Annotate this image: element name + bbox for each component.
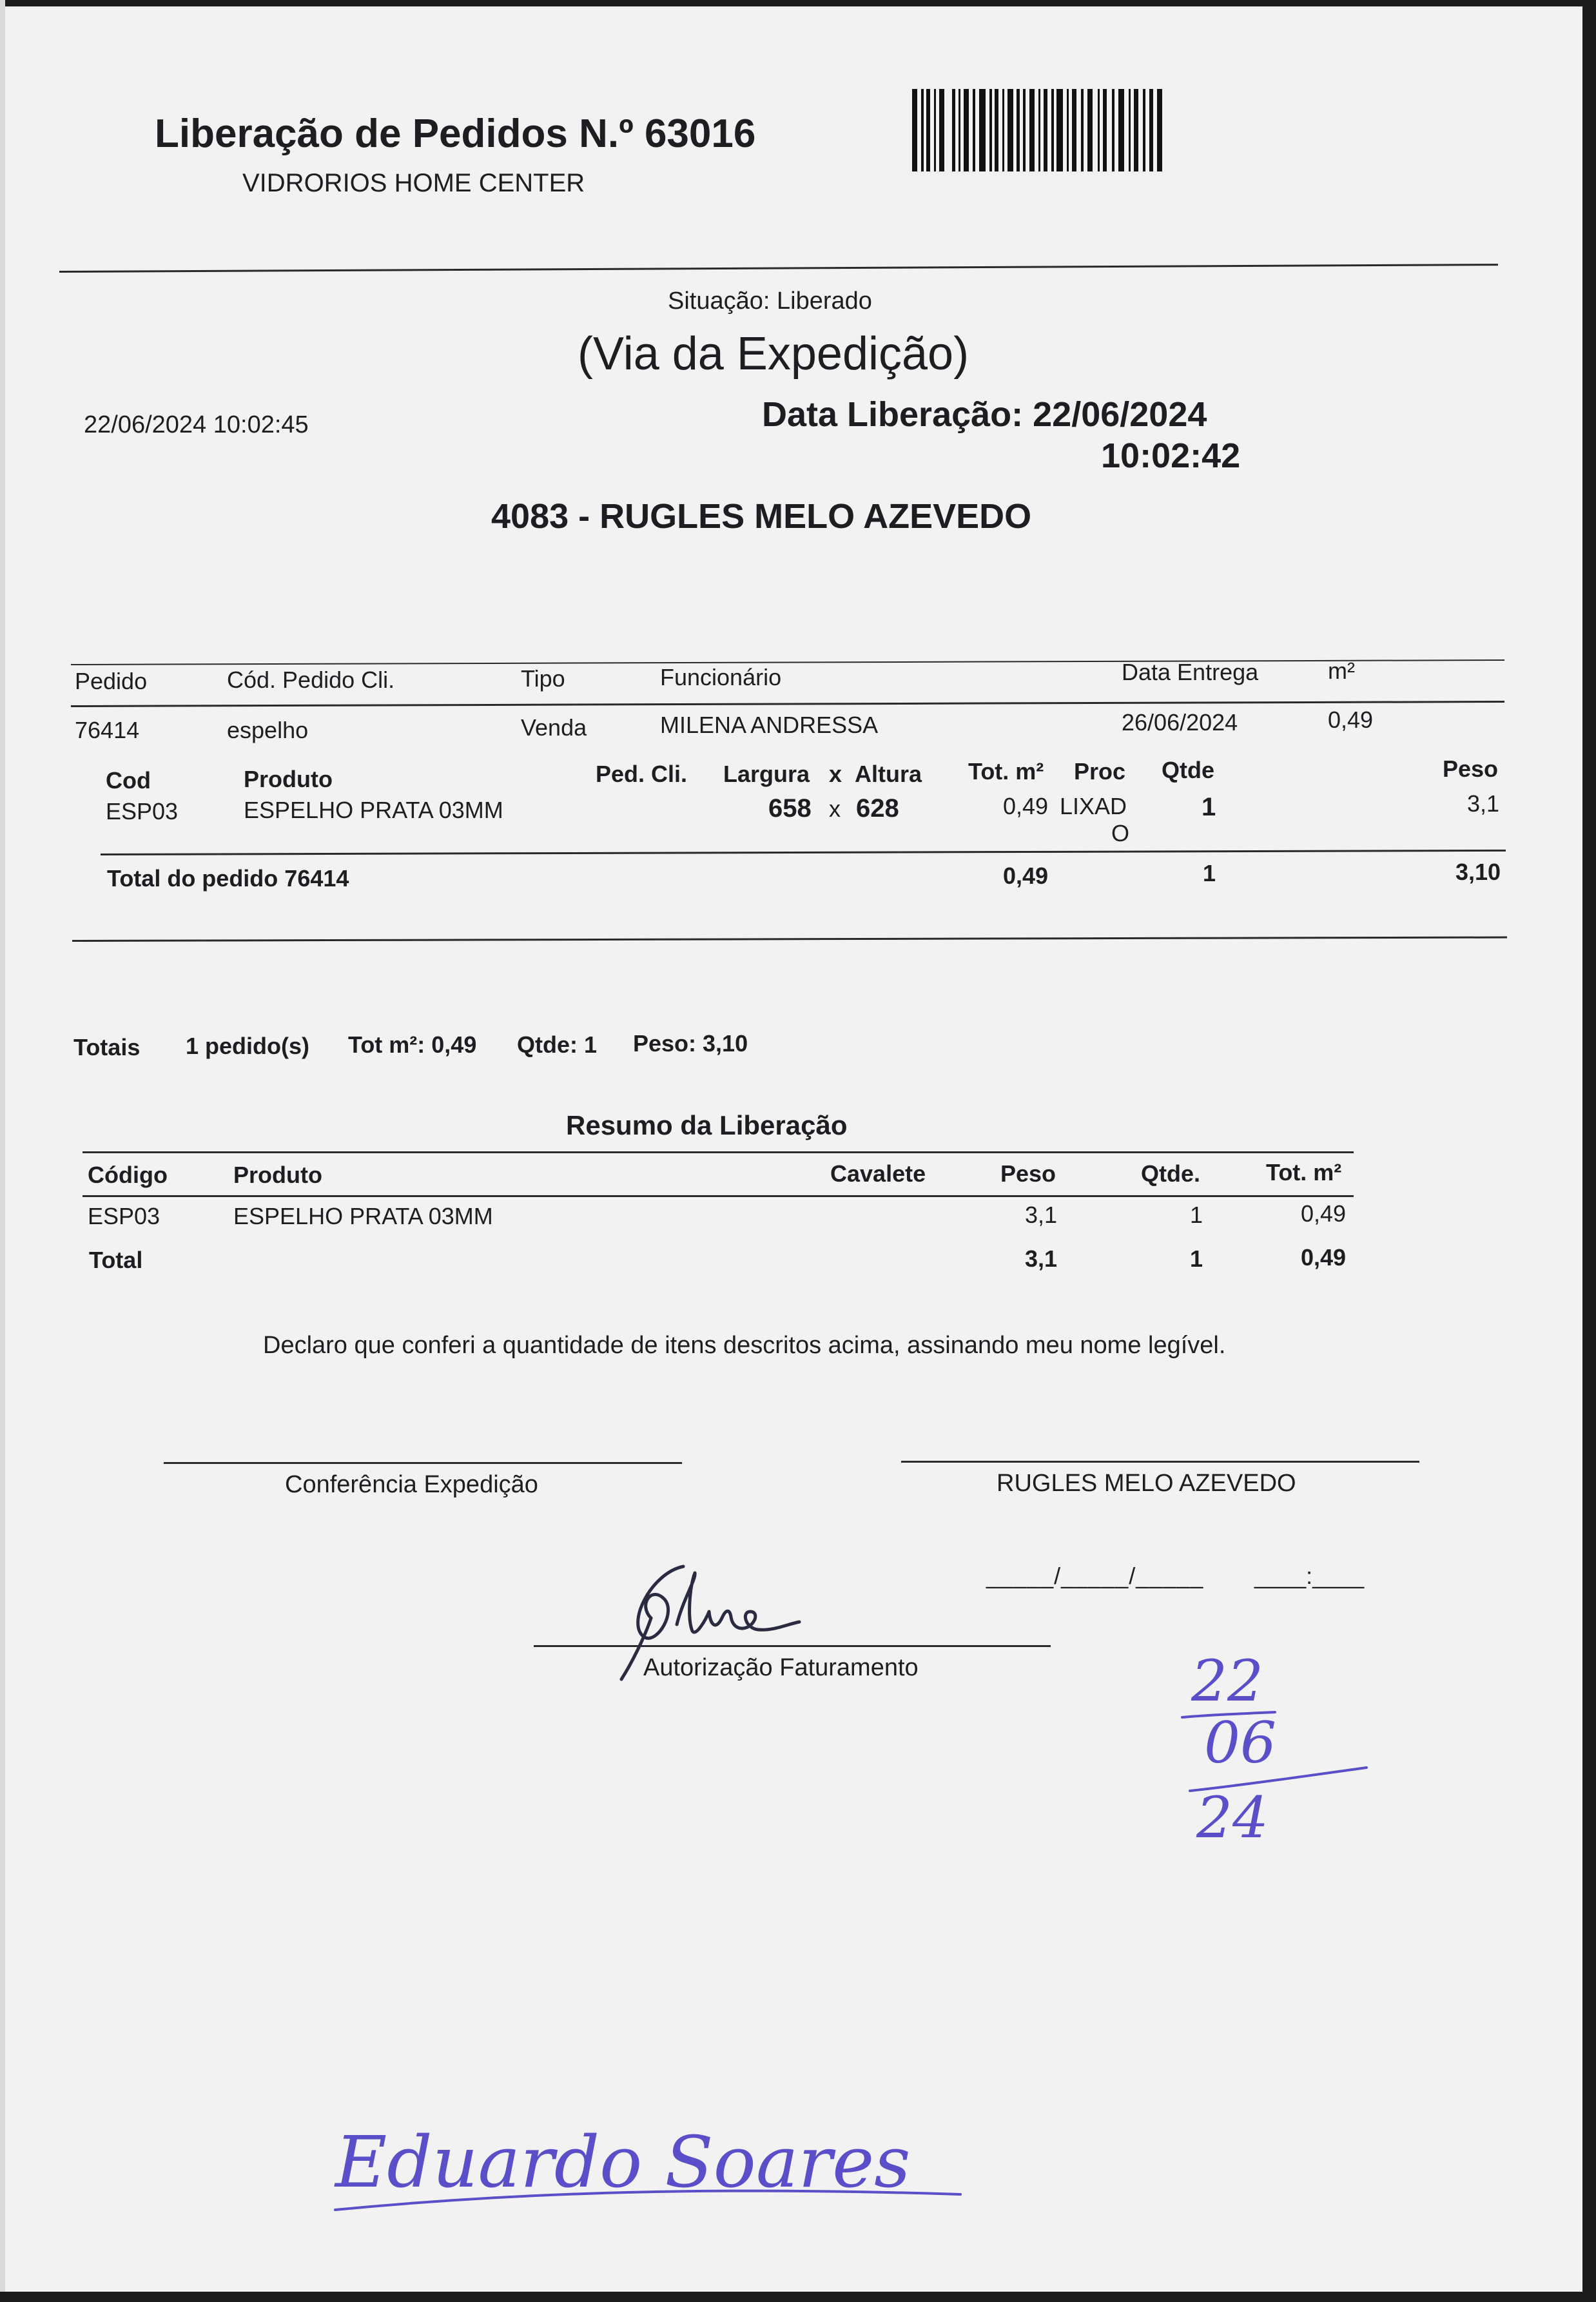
order-section-bottom-rule — [72, 937, 1507, 942]
item-header-largura: Largura — [723, 761, 810, 787]
handwritten-name-underline — [329, 2127, 967, 2218]
resumo-top-rule — [83, 1151, 1354, 1153]
totais-peso: Peso: 3,10 — [633, 1030, 748, 1057]
order-total-tot-m2: 0,49 — [1003, 863, 1049, 889]
item-altura: 628 — [856, 794, 899, 823]
item-largura: 658 — [768, 794, 812, 823]
order-funcionario: MILENA ANDRESSA — [660, 712, 879, 738]
totais-label: Totais — [73, 1034, 141, 1060]
totais-qtde: Qtde: 1 — [517, 1031, 598, 1058]
item-header-produto: Produto — [244, 766, 333, 792]
handwritten-month: 06 — [1204, 1710, 1276, 1776]
via-title: (Via da Expedição) — [578, 328, 969, 380]
order-total-qtde: 1 — [1203, 860, 1216, 886]
col-header-cod-pedido-cli: Cód. Pedido Cli. — [227, 667, 395, 693]
resumo-tot-m2: 0,49 — [1301, 1200, 1347, 1227]
item-header-peso: Peso — [1443, 756, 1499, 782]
handwritten-name: Eduardo Soares — [335, 2121, 911, 2203]
item-peso: 3,1 — [1467, 790, 1500, 817]
order-data-entrega: 26/06/2024 — [1122, 709, 1238, 736]
resumo-header-peso: Peso — [1000, 1160, 1056, 1187]
conferencia-signature-line — [164, 1462, 682, 1464]
resumo-codigo: ESP03 — [88, 1203, 161, 1229]
handwritten-day: 22 — [1191, 1648, 1263, 1714]
resumo-peso: 3,1 — [1025, 1202, 1058, 1228]
item-header-proc: Proc — [1074, 758, 1126, 785]
conferencia-label: Conferência Expedição — [285, 1471, 538, 1498]
resumo-header-tot-m2: Tot. m² — [1266, 1159, 1342, 1185]
scan-edge-bottom — [0, 2292, 1596, 2302]
item-tot-m2: 0,49 — [1003, 793, 1049, 819]
resumo-produto: ESPELHO PRATA 03MM — [233, 1203, 493, 1229]
order-cod-pedido-cli: espelho — [227, 717, 309, 743]
resumo-header-cavalete: Cavalete — [830, 1160, 926, 1187]
item-header-ped-cli: Ped. Cli. — [596, 761, 688, 787]
resumo-qtde: 1 — [1190, 1202, 1203, 1228]
col-header-tipo: Tipo — [521, 665, 565, 692]
resumo-header-produto: Produto — [233, 1162, 322, 1188]
resumo-header-rule — [83, 1195, 1354, 1197]
time-blank-field: ____:____ — [1254, 1563, 1365, 1589]
status-text: Situação: Liberado — [668, 288, 872, 315]
document-title: Liberação de Pedidos N.º 63016 — [155, 112, 756, 156]
totais-tot-m2: Tot m²: 0,49 — [348, 1031, 477, 1058]
item-produto: ESPELHO PRATA 03MM — [244, 797, 503, 823]
resumo-total-peso: 3,1 — [1025, 1245, 1058, 1272]
item-cod: ESP03 — [106, 798, 179, 824]
item-proc-line1: LIXAD — [1060, 793, 1127, 819]
scan-edge-left — [0, 0, 5, 2302]
order-tipo: Venda — [521, 714, 587, 741]
resumo-title: Resumo da Liberação — [566, 1110, 848, 1140]
scan-edge-right — [1582, 0, 1596, 2302]
handwritten-signature — [612, 1547, 851, 1689]
client-signature-name: RUGLES MELO AZEVEDO — [997, 1470, 1296, 1497]
item-header-tot-m2: Tot. m² — [968, 758, 1044, 785]
col-header-funcionario: Funcionário — [660, 664, 782, 690]
item-header-x: x — [829, 761, 842, 787]
item-header-altura: Altura — [855, 761, 922, 787]
client-signature-line — [901, 1461, 1419, 1463]
order-pedido: 76414 — [75, 717, 140, 743]
client-name: 4083 - RUGLES MELO AZEVEDO — [491, 497, 1032, 536]
barcode — [912, 89, 1167, 171]
date-blank-field: _____/_____/_____ — [986, 1563, 1204, 1589]
item-qtde: 1 — [1202, 793, 1216, 821]
item-total-rule — [101, 850, 1506, 855]
scan-edge-top — [0, 0, 1596, 6]
item-proc-line2: O — [1111, 820, 1130, 846]
company-name: VIDRORIOS HOME CENTER — [242, 169, 585, 197]
resumo-total-qtde: 1 — [1190, 1245, 1203, 1272]
col-header-data-entrega: Data Entrega — [1122, 659, 1259, 685]
order-total-peso: 3,10 — [1455, 859, 1501, 885]
order-m2: 0,49 — [1328, 707, 1374, 733]
order-table-top-rule — [71, 659, 1504, 665]
handwritten-date-lines — [1173, 1648, 1379, 1867]
release-date: Data Liberação: 22/06/2024 — [762, 395, 1207, 434]
totais-pedidos: 1 pedido(s) — [186, 1033, 310, 1059]
order-total-label: Total do pedido 76414 — [107, 865, 349, 892]
handwritten-year: 24 — [1196, 1784, 1269, 1851]
resumo-header-qtde: Qtde. — [1141, 1160, 1201, 1187]
handwritten-date — [1173, 1648, 1379, 1867]
col-header-m2: m² — [1328, 658, 1355, 684]
resumo-header-codigo: Código — [88, 1162, 168, 1188]
header-divider — [59, 264, 1498, 273]
print-datetime: 22/06/2024 10:02:45 — [84, 411, 309, 438]
resumo-total-tot-m2: 0,49 — [1301, 1244, 1347, 1271]
declaration-text: Declaro que conferi a quantidade de itens descritos acima, assinando meu nome legível. — [263, 1332, 1226, 1359]
autorizacao-label: Autorização Faturamento — [643, 1654, 919, 1681]
order-table-header-rule — [71, 701, 1504, 707]
col-header-pedido: Pedido — [75, 668, 148, 694]
item-header-cod: Cod — [106, 767, 151, 794]
item-header-qtde: Qtde — [1162, 757, 1215, 783]
item-x: x — [829, 795, 841, 822]
release-time: 10:02:42 — [1101, 436, 1241, 475]
resumo-total-label: Total — [89, 1247, 143, 1273]
